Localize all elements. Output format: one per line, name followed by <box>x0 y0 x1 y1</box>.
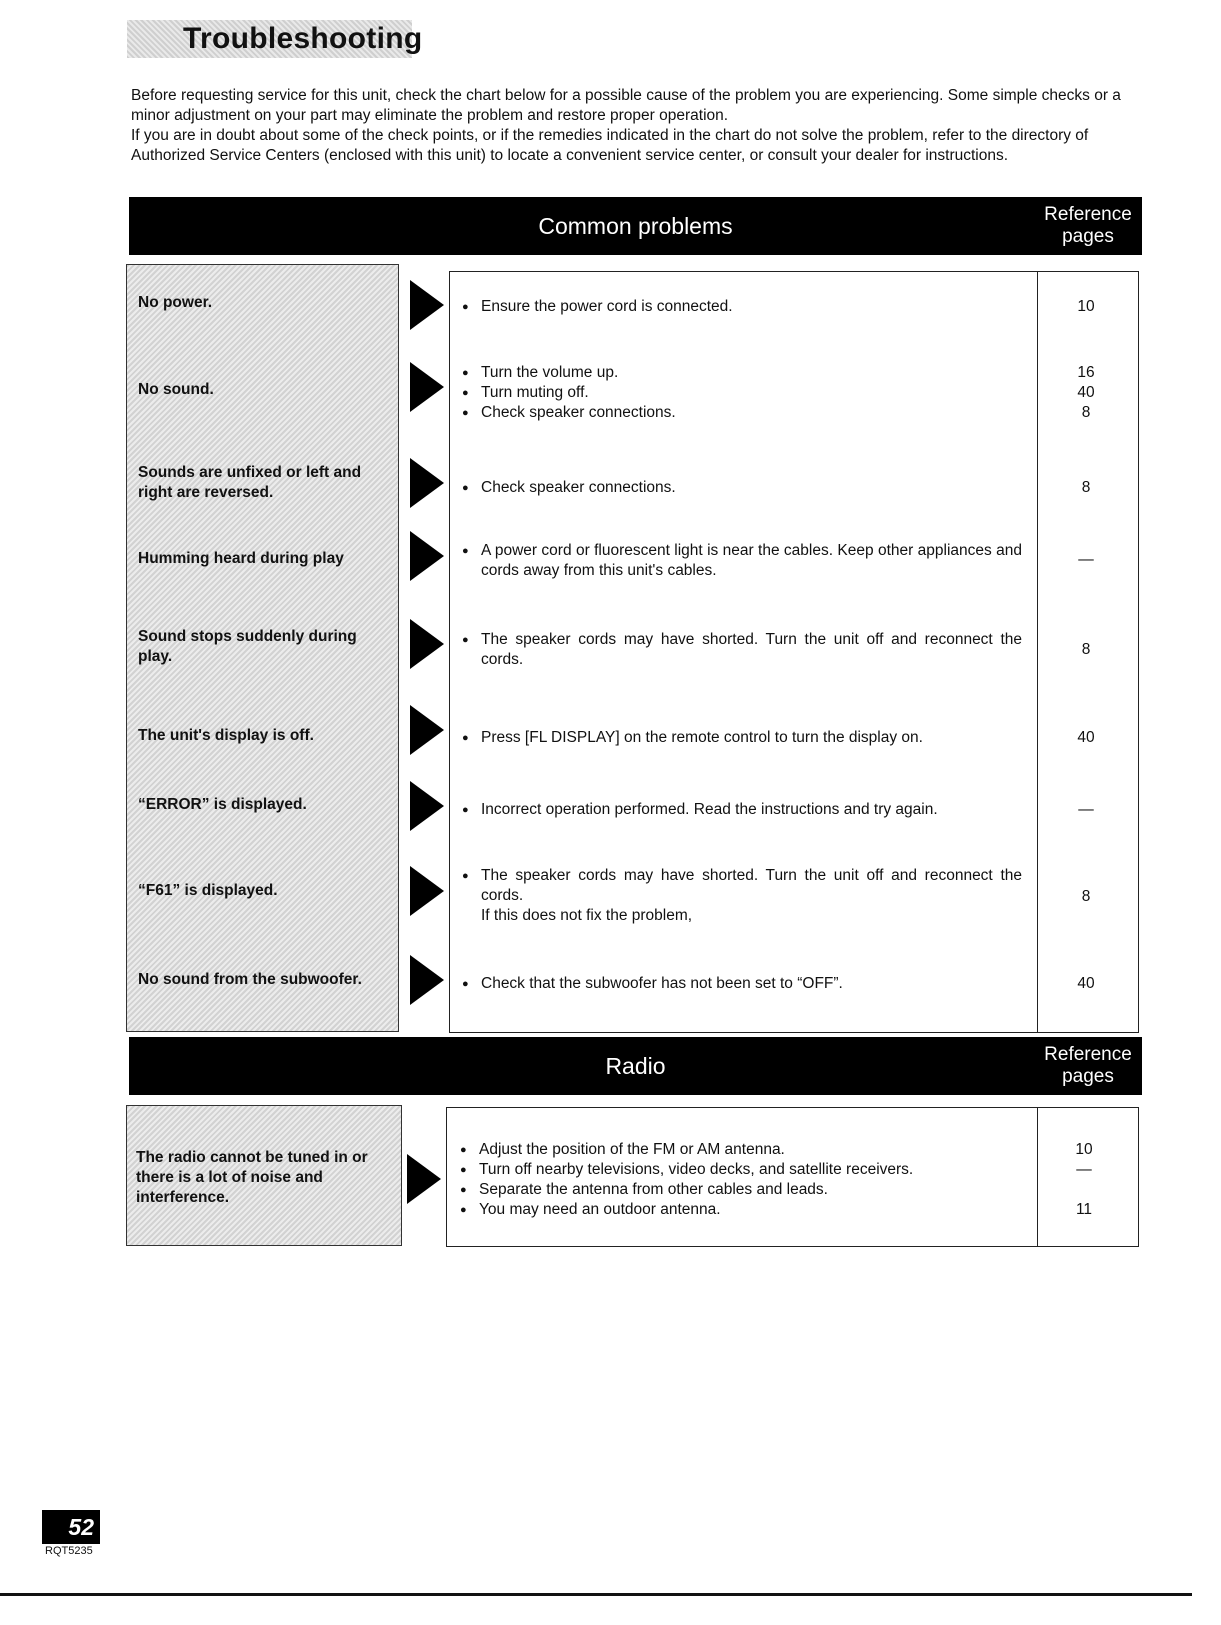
arrow-icon <box>410 458 444 508</box>
radio-header <box>129 1037 1142 1095</box>
arrow-icon <box>407 1154 441 1204</box>
arrow-icon <box>410 866 444 916</box>
reference-pages: 40 <box>1077 975 1095 992</box>
solution-list: ● The speaker cords may have shorted. Turn the unit off and reconnect the cords. <box>462 630 1022 670</box>
document-code: RQT5235 <box>45 1545 93 1557</box>
intro-text <box>131 86 1143 166</box>
reference-pages: 40 <box>1077 729 1095 746</box>
solution-list: ● Adjust the position of the FM or AM antenna. ● Turn off nearby televisions, video decks, and satellite receivers. ● Separate the antenna from other cables and leads. ● You may need an outdoor antenna. <box>460 1140 1020 1220</box>
solution-list: ● Press [FL DISPLAY] on the remote control to turn the display on. <box>462 728 1022 748</box>
bottom-rule <box>0 1593 1192 1596</box>
solution-list: ● Incorrect operation performed. Read the instructions and try again. <box>462 800 1022 820</box>
solution-list: ● Turn the volume up. ● Turn muting off. ● Check speaker connections. <box>462 363 1022 423</box>
reference-pages: 16 40 8 <box>1077 364 1095 421</box>
reference-pages: 10 <box>1077 298 1095 315</box>
arrow-icon <box>410 531 444 581</box>
page-number: 52 <box>42 1510 100 1544</box>
reference-pages: 8 <box>1081 641 1091 658</box>
radio-reference-header: Reference pages <box>1044 1044 1132 1087</box>
solution-list: ● Check speaker connections. <box>462 478 1022 498</box>
arrow-icon <box>410 362 444 412</box>
solution-list: ● Ensure the power cord is connected. <box>462 297 1022 317</box>
problem-f61-displayed: “F61” is displayed. <box>138 882 278 899</box>
arrow-icon <box>410 619 444 669</box>
problem-sounds-unfixed: Sounds are unfixed or left and right are reversed. <box>138 464 362 501</box>
arrow-icon <box>410 955 444 1005</box>
problem-sound-stops: Sound stops suddenly during play. <box>138 628 357 665</box>
intro-paragraph-2: If you are in doubt about some of the check points, or if the remedies indicated in the chart do not solve the problem, refer to the directory of Authorized Service Centers (enclosed with this unit) to locate a convenient service center, or consult your dealer for instructions. <box>131 127 1089 164</box>
problem-display-off: The unit's display is off. <box>138 727 314 744</box>
arrow-icon <box>410 705 444 755</box>
problem-humming: Humming heard during play <box>138 550 344 567</box>
problem-error-displayed: “ERROR” is displayed. <box>138 796 307 813</box>
reference-pages: — <box>1078 801 1094 818</box>
solution-list: ● The speaker cords may have shorted. Turn the unit off and reconnect the cords. If this does not fix the problem, <box>462 866 1022 926</box>
common-reference-header: Reference pages <box>1044 204 1132 247</box>
reference-pages: — <box>1078 551 1094 568</box>
common-problems-header <box>129 197 1142 255</box>
radio-title: Radio <box>605 1053 666 1079</box>
arrow-icon <box>410 280 444 330</box>
reference-pages: 8 <box>1081 888 1091 905</box>
arrow-icon <box>410 781 444 831</box>
problem-no-power: No power. <box>138 294 213 311</box>
problem-no-sound: No sound. <box>138 381 214 398</box>
common-problems-title: Common problems <box>538 213 733 239</box>
reference-pages: 10 — 11 <box>1075 1141 1093 1218</box>
problem-radio-tuning: The radio cannot be tuned in or there is a lot of noise and interference. <box>136 1149 368 1206</box>
solution-list: ● A power cord or fluorescent light is near the cables. Keep other appliances and cords away from this unit's cables. <box>462 541 1022 581</box>
reference-pages: 8 <box>1081 479 1091 496</box>
problem-no-subwoofer-sound: No sound from the subwoofer. <box>138 971 362 988</box>
continuation-text: If this does not fix the problem, <box>481 907 693 924</box>
page-title: Troubleshooting <box>127 20 412 58</box>
intro-paragraph-1: Before requesting service for this unit, check the chart below for a possible cause of the problem you are experiencing. Some simple checks or a minor adjustment on your part may eliminate the problem and restore proper operation. <box>131 87 1121 124</box>
solution-list: ● Check that the subwoofer has not been set to “OFF”. <box>462 974 1022 994</box>
